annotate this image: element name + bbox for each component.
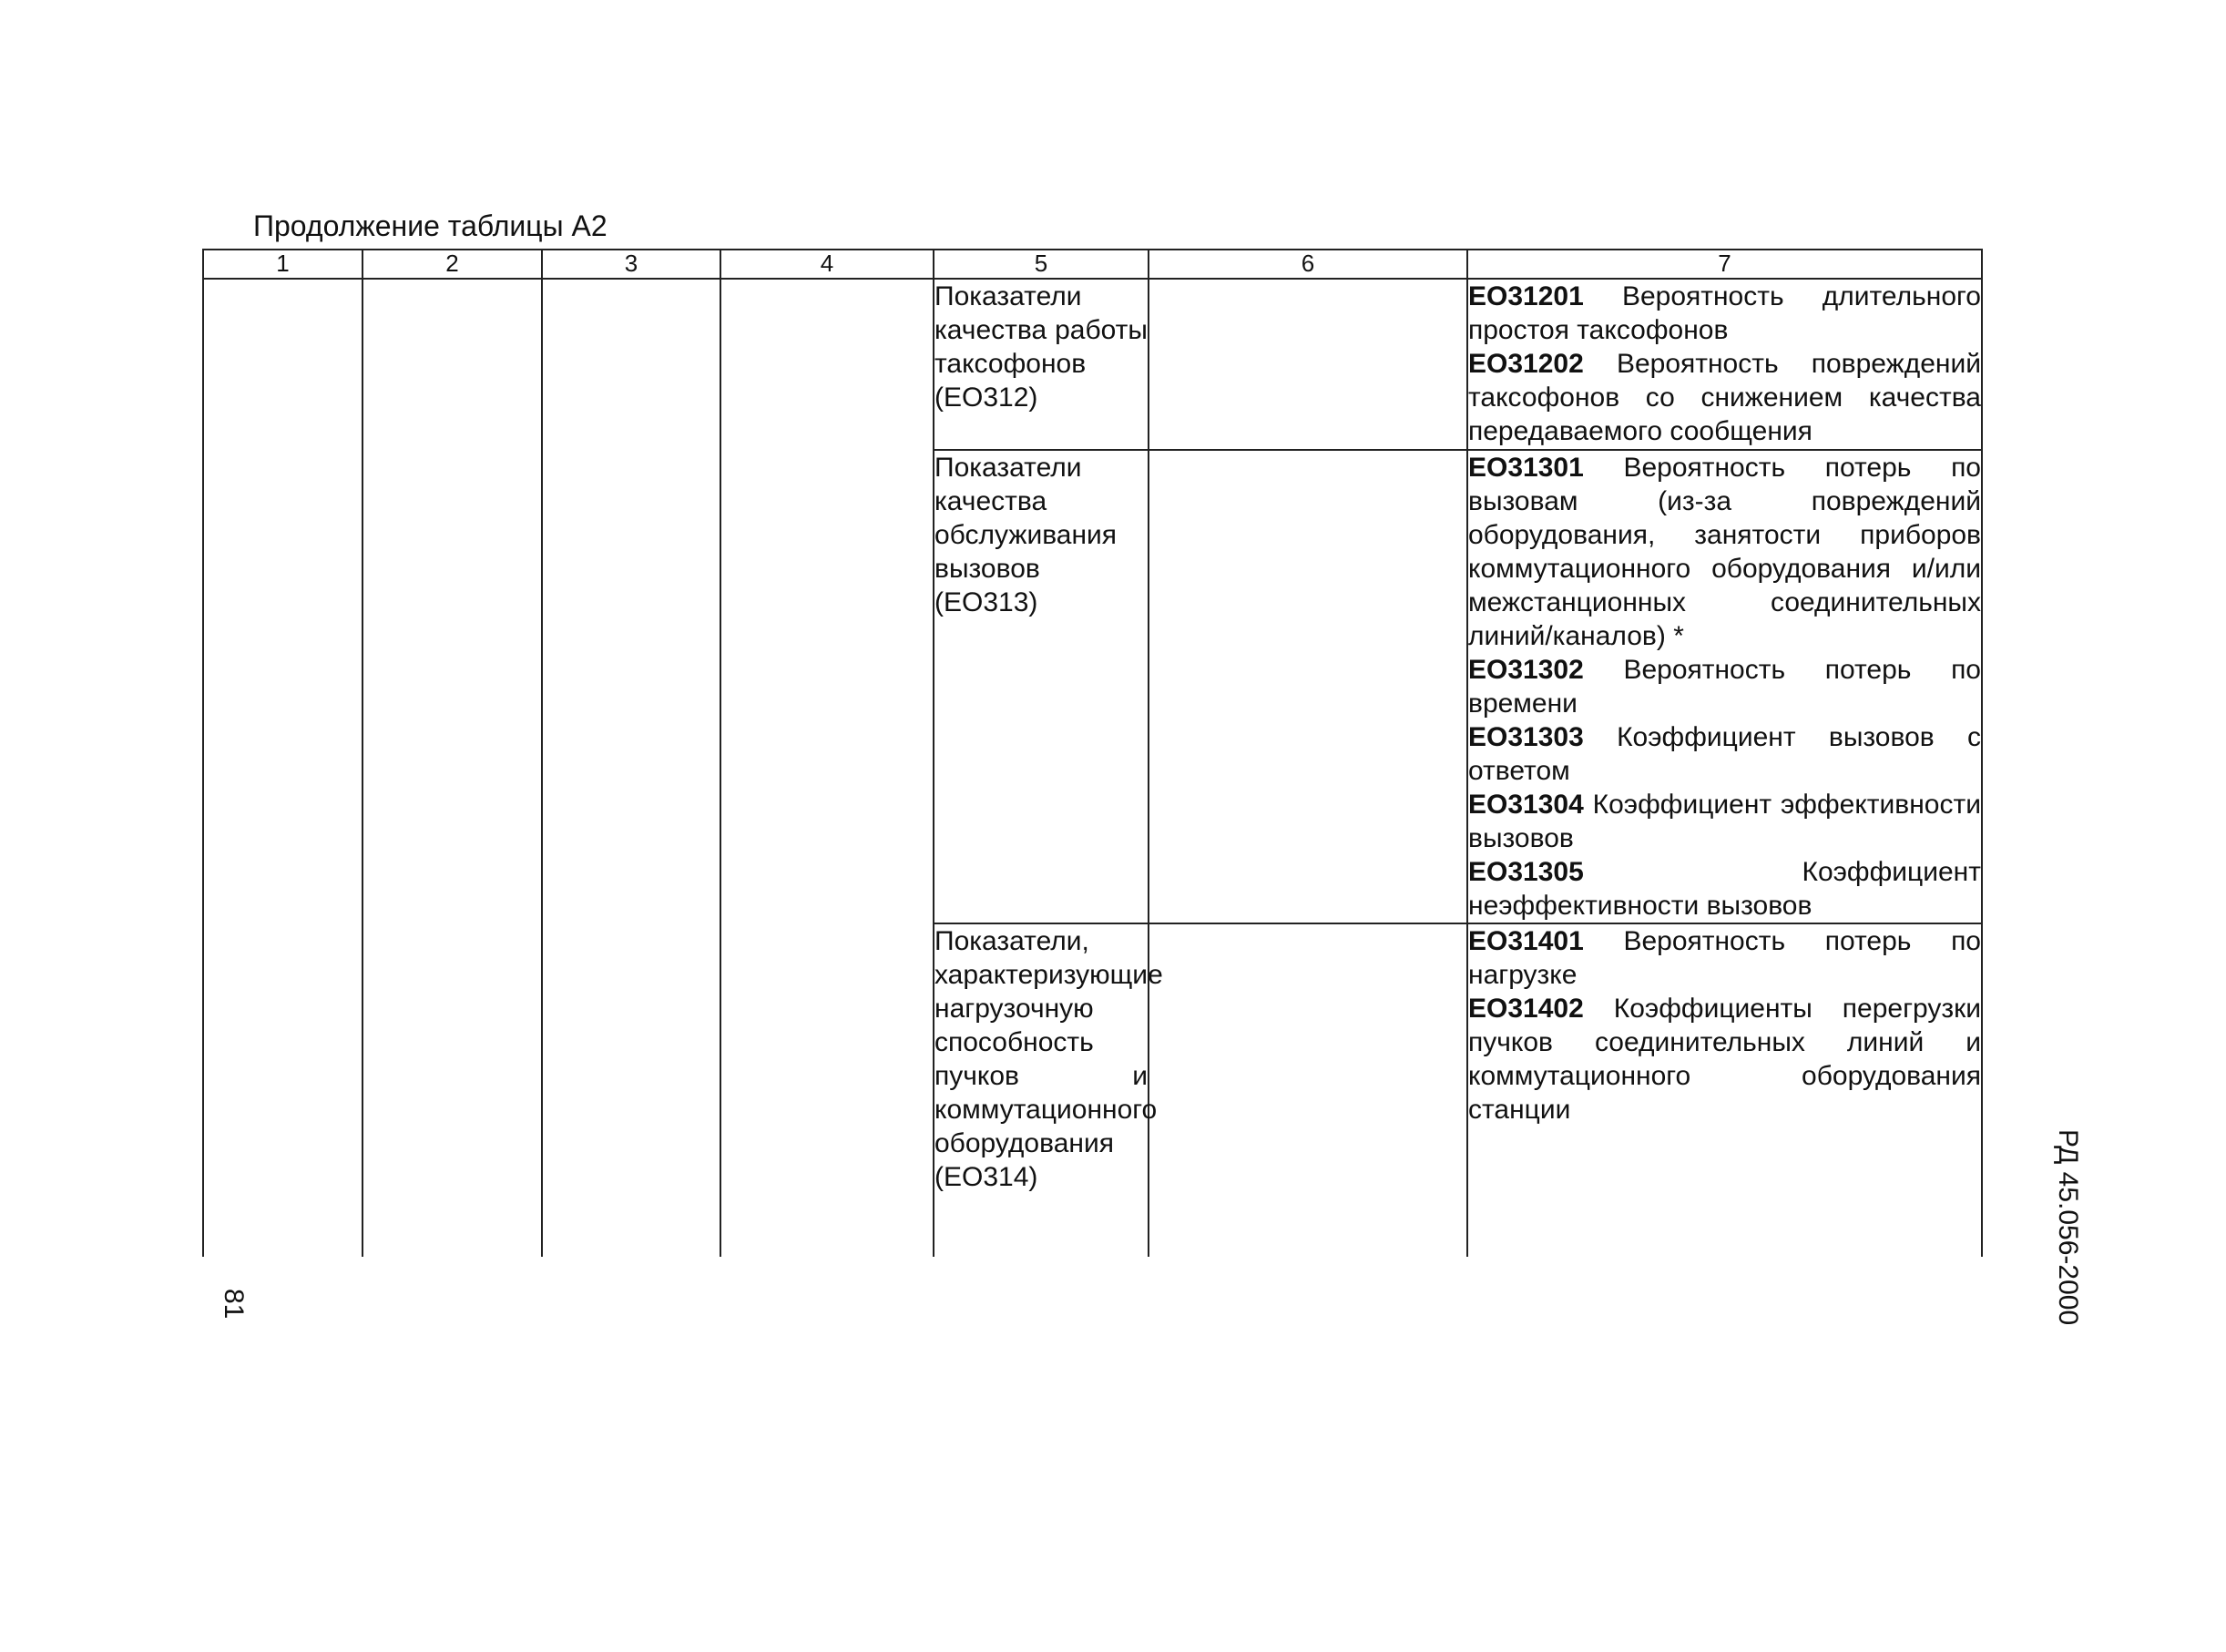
indicator-item (1468, 347, 1981, 448)
group-title: Показатели качества работы таксофонов (934, 281, 1148, 379)
indicator-item (1468, 653, 1981, 720)
column-header: 5 (934, 250, 1149, 279)
group-title: Показатели качества обслуживания вызовов (934, 453, 1118, 584)
group-cell (934, 450, 1149, 923)
indicator-code: ЕО31201 (1468, 281, 1584, 311)
indicator-item (1468, 788, 1981, 855)
column-header: 2 (362, 250, 542, 279)
table-cell-col2 (362, 279, 542, 1257)
header-row (203, 250, 1982, 279)
table-cell-col3 (542, 279, 720, 1257)
indicator-code: ЕО31402 (1468, 994, 1584, 1024)
items-cell (1467, 923, 1982, 1257)
column-header: 7 (1467, 250, 1982, 279)
data-table (202, 249, 1983, 1257)
indicator-item (1468, 720, 1981, 788)
indicator-code: ЕО31202 (1468, 349, 1584, 379)
table-row (203, 279, 1982, 450)
page-number: 81 (219, 1289, 249, 1320)
indicator-text: Вероятность потерь по времени (1468, 655, 1981, 719)
table-caption: Продолжение таблицы А2 (253, 209, 608, 242)
indicator-item (1468, 451, 1981, 653)
items-cell (1467, 279, 1982, 450)
group-cell (934, 923, 1163, 1257)
table-cell-col6 (1149, 923, 1467, 1257)
indicator-item (1468, 855, 1981, 923)
indicator-text: Коэффициенты перегрузки пучков соединительных линий и коммутационного оборудования станции (1468, 994, 1981, 1125)
column-header: 3 (542, 250, 720, 279)
indicator-item (1468, 280, 1981, 347)
document-designation: РД 45.056-2000 (2053, 1129, 2083, 1326)
indicator-code: ЕО31302 (1468, 655, 1584, 685)
indicator-code: ЕО31401 (1468, 926, 1584, 956)
indicator-text: Коэффициент эффективности вызовов (1468, 790, 1981, 853)
indicator-text: Вероятность длительного простоя таксофонов (1468, 281, 1981, 345)
indicator-text: Вероятность повреждений таксофонов со снижением качества передаваемого сообщения (1468, 349, 1981, 446)
column-header: 4 (720, 250, 934, 279)
indicator-code: ЕО31304 (1468, 790, 1584, 820)
table-cell-col6 (1149, 450, 1467, 923)
indicator-item (1468, 924, 1981, 992)
group-code: (ЕО314) (934, 1162, 1038, 1192)
table-cell-col6 (1149, 279, 1467, 450)
items-cell (1467, 450, 1982, 923)
group-code: (ЕО313) (934, 587, 1038, 617)
indicator-text: Коэффициент неэффективности вызовов (1468, 857, 1981, 921)
indicator-code: ЕО31301 (1468, 453, 1584, 483)
indicator-text: Вероятность потерь по вызовам (из-за повреждений оборудования, занятости приборов коммутационного оборудования и/или межстанционных соединительных линий/каналов) * (1468, 453, 1981, 651)
group-code: (ЕО312) (934, 382, 1038, 413)
group-cell (934, 279, 1149, 450)
column-header: 1 (203, 250, 362, 279)
indicator-item (1468, 992, 1981, 1127)
table-cell-col4 (720, 279, 934, 1257)
group-title: Показатели, характеризующие нагрузочную способность пучков и коммутационного оборудования (934, 926, 1163, 1158)
indicator-code: ЕО31303 (1468, 722, 1584, 752)
indicator-text: Вероятность потерь по нагрузке (1468, 926, 1981, 990)
column-header: 6 (1149, 250, 1467, 279)
indicator-text: Коэффициент вызовов с ответом (1468, 722, 1981, 786)
table-cell-col1 (203, 279, 362, 1257)
indicator-code: ЕО31305 (1468, 857, 1584, 887)
